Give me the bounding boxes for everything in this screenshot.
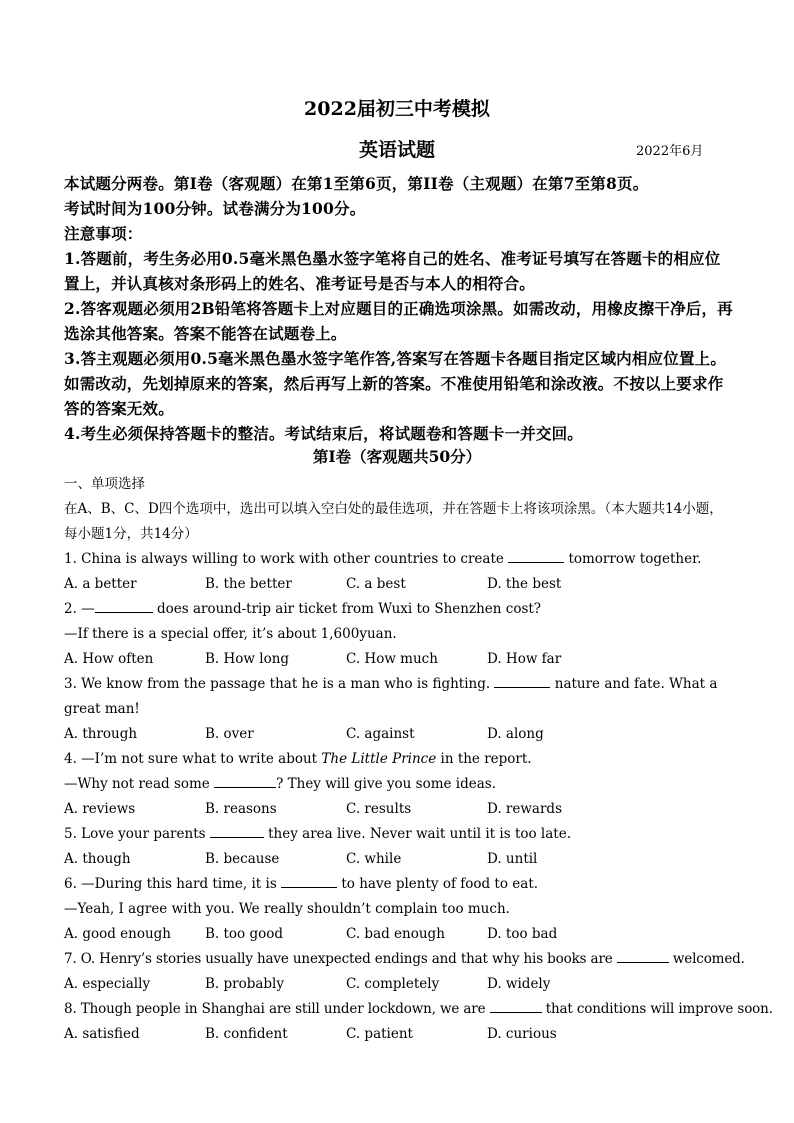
question-2: 2. — does around-trip air ticket from Wuxi to Shenzhen cost? [64, 597, 736, 622]
answer-blank [214, 773, 276, 788]
answer-blank [490, 998, 542, 1013]
book-title: The Little Prince [321, 751, 437, 767]
question-8-options [64, 1022, 736, 1047]
question-7-options [64, 972, 736, 997]
part-one [64, 472, 773, 1047]
question-4: 4. —I’m not sure what to write about The Little Prince in the report. [64, 751, 532, 767]
question-4-reply: —Why not read some ? They will give you some ideas. [64, 772, 736, 797]
question-2-reply: —If there is a special offer, it’s about 1,600yuan. [64, 626, 397, 642]
question-1: 1. China is always willing to work with other countries to create tomorrow together. [64, 547, 736, 572]
option-a: A. good enough [64, 926, 172, 942]
option-c: C. while [346, 851, 402, 867]
option-a: A. reviews [64, 801, 136, 817]
notice-item-1: 1.答题前，考生务必用0.5毫米黑色墨水签字笔将自己的姓名、准考证号填写在答题卡的相应位置上，并认真核对条形码上的姓名、准考证号是否与本人的相符合。 [64, 249, 721, 293]
option-b: B. over [205, 726, 254, 742]
option-a: A. a better [64, 576, 137, 592]
answer-blank [494, 673, 550, 688]
option-a: A. especially [64, 976, 151, 992]
option-b: B. the better [205, 576, 292, 592]
question-3-options [64, 722, 736, 747]
answer-blank [617, 948, 669, 963]
notice-item-4: 4.考生必须保持答题卡的整洁。考试结束后，将试题卷和答题卡一并交回。 [64, 424, 583, 443]
notice-heading: 注意事项： [64, 224, 143, 243]
notice-line-1: 本试题分两卷。第I卷（客观题）在第1至第6页，第II卷（主观题）在第7至第8页。 [64, 174, 649, 193]
answer-blank [210, 823, 264, 838]
part-instructions: 在A、B、C、D四个选项中，选出可以填入空白处的最佳选项，并在答题卡上将该项涂黑。（本大题共14小题，每小题1分，共14分） [64, 501, 723, 542]
answer-blank [95, 598, 153, 613]
option-d: D. until [487, 851, 538, 867]
question-3: 3. We know from the passage that he is a man who is fighting. nature and fate. What a great man! [64, 672, 736, 722]
option-b: B. How long [205, 651, 290, 667]
option-c: C. results [346, 801, 412, 817]
question-6: 6. —During this hard time, it is to have plenty of food to eat. [64, 872, 736, 897]
question-4-options [64, 797, 736, 822]
question-2-options [64, 647, 736, 672]
option-c: C. How much [346, 651, 438, 667]
option-c: C. bad enough [346, 926, 445, 942]
notice-line-2: 考试时间为100分钟。试卷满分为100分。 [64, 199, 366, 218]
answer-blank [508, 548, 564, 563]
question-1-options [64, 572, 736, 597]
option-c: C. a best [346, 576, 406, 592]
option-c: C. against [346, 726, 415, 742]
exam-date: 2022年6月 [636, 144, 704, 159]
option-d: D. the best [487, 576, 562, 592]
option-d: D. along [487, 726, 544, 742]
notice-item-2: 2.答客观题必须用2B铅笔将答题卡上对应题目的正确选项涂黑。如需改动，用橡皮擦干净后，再选涂其他答案。答案不能答在试题卷上。 [64, 299, 733, 343]
option-c: C. completely [346, 976, 440, 992]
section-header: 第I卷（客观题共50分） [312, 447, 482, 466]
exam-subtitle: 英语试题 [358, 139, 435, 161]
question-6-options [64, 922, 736, 947]
question-8: 8. Though people in Shanghai are still under lockdown, we are that conditions will improve soon. [64, 997, 736, 1022]
option-d: D. rewards [487, 801, 562, 817]
option-b: B. because [205, 851, 280, 867]
option-a: A. How often [64, 651, 154, 667]
answer-blank [281, 873, 337, 888]
option-d: D. How far [487, 651, 562, 667]
question-5: 5. Love your parents they area live. Never wait until it is too late. [64, 822, 736, 847]
notice-block [64, 171, 736, 446]
option-c: C. patient [346, 1026, 413, 1042]
option-b: B. reasons [205, 801, 277, 817]
option-d: D. curious [487, 1026, 557, 1042]
option-d: D. too bad [487, 926, 558, 942]
option-d: D. widely [487, 976, 551, 992]
option-b: B. probably [205, 976, 285, 992]
question-5-options [64, 847, 736, 872]
option-a: A. through [64, 726, 138, 742]
part-title: 一、单项选择 [64, 476, 145, 492]
option-b: B. confident [205, 1026, 288, 1042]
question-7: 7. O. Henry’s stories usually have unexpected endings and that why his books are welcomed. [64, 947, 736, 972]
option-a: A. though [64, 851, 131, 867]
question-6-reply: —Yeah, I agree with you. We really shouldn’t complain too much. [64, 901, 510, 917]
notice-item-3: 3.答主观题必须用0.5毫米黑色墨水签字笔作答,答案写在答题卡各题目指定区域内相应位置上。如需改动，先划掉原来的答案，然后再写上新的答案。不准使用铅笔和涂改液。不按以上要求作答的答案无效。 [64, 349, 727, 418]
option-b: B. too good [205, 926, 284, 942]
exam-title: 2022届初三中考模拟 [304, 98, 490, 120]
option-a: A. satisfied [64, 1026, 140, 1042]
